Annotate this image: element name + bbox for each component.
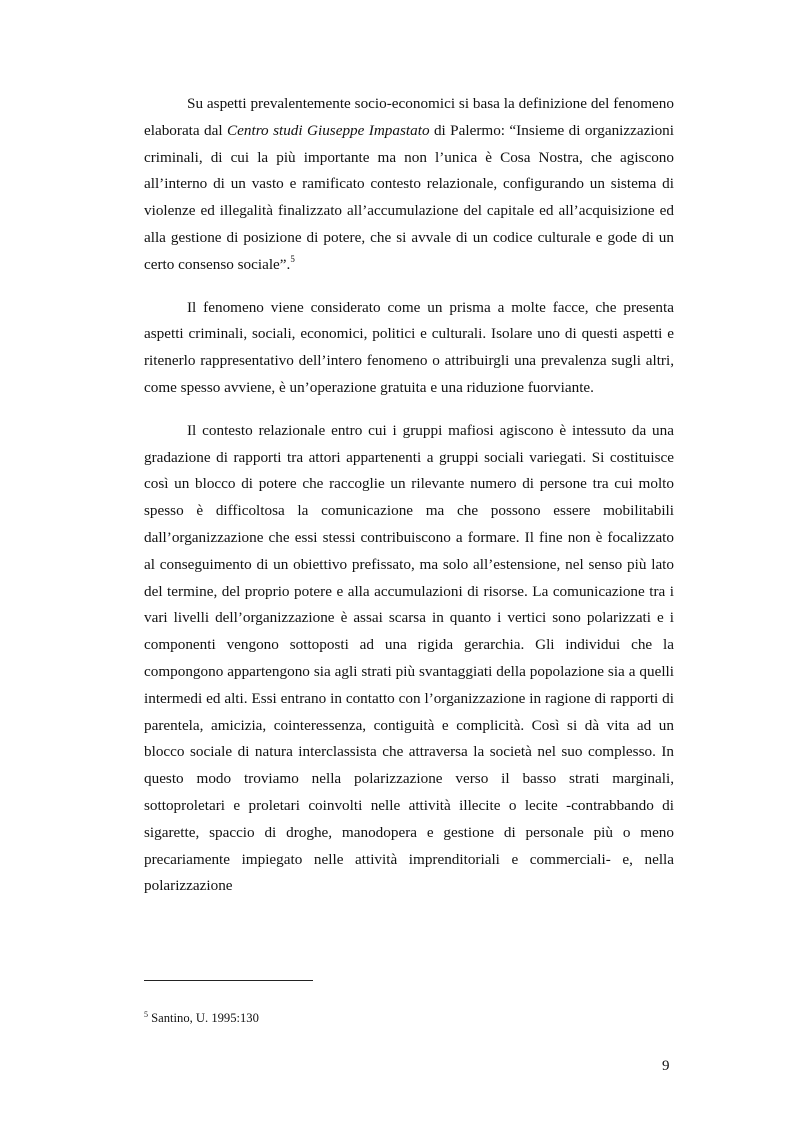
paragraph-1-text-before: Su aspetti prevalentemente socio-economici si basa la definizione del fenomeno elaborata dal [144,95,674,139]
paragraph-1-text-after: di Palermo: “Insieme di organizzazioni criminali, di cui la più importante ma non l’unica è Cosa Nostra, che agiscono all’interno di un vasto e ramificato contesto relazionale, configurando un sistema di violenze ed illegalità finalizzato all’accumulazione del capitale ed all’acquisizione ed alla gestione di posizione di potere, che si avvale di un codice culturale e gode di un certo consenso sociale”. [144,121,674,273]
paragraph-3: Il contesto relazionale entro cui i gruppi mafiosi agiscono è intessuto da una gradazione di rapporti tra attori appartenenti a gruppi sociali variegati. Si costituisce così un blocco di potere che raccoglie un rilevante numero di persone tra cui molto spesso è difficoltosa la comunicazione ma che possono essere mobilitabili dall’organizzazione che essi stessi contribuiscono a formare. Il fine non è focalizzato al conseguimento di un obiettivo prefissato, ma solo all’estensione, nel senso più lato del termine, del proprio potere e alla accumulazioni di risorse. La comunicazione tra i vari livelli dell’organizzazione è assai scarsa in quanto i vertici sono polarizzati e i componenti vengono sottoposti ad una rigida gerarchia. Gli individui che la compongono appartengono sia agli strati più svantaggiati della popolazione sia a quelli intermedi ed alti. Essi entrano in contatto con l’organizzazione in ragione di rapporti di parentela, amicizia, cointeressenza, contiguità e complicità. Così si dà vita ad un blocco sociale di natura interclassista che attraversa la società nel suo complesso. In questo modo troviamo nella polarizzazione verso il basso strati marginali, sottoproletari e proletari coinvolti nelle attività illecite o lecite -contrabbando di sigarette, spaccio di droghe, manodopera e gestione di personale più o meno precariamente impiegato nelle attività imprenditoriali e commerciali- e, nella polarizzazione [144,421,674,895]
footnote-number: 5 [144,1009,148,1019]
footnote [144,1010,259,1026]
footnote-reference: 5 [290,253,295,264]
footnote-separator [144,980,313,981]
document-body [144,91,674,900]
paragraph-1-italic-source: Centro studi Giuseppe Impastato [227,121,430,139]
paragraph-2: Il fenomeno viene considerato come un prisma a molte facce, che presenta aspetti criminali, sociali, economici, politici e culturali. Isolare uno di questi aspetti e ritenerlo rappresentativo dell’intero fenomeno o attribuirgli una prevalenza sugli altri, come spesso avviene, è un’operazione gratuita e una riduzione fuorviante. [144,298,674,396]
page-number: 9 [662,1058,670,1074]
footnote-text: Santino, U. 1995:130 [148,1011,259,1025]
paragraph-1 [144,91,674,279]
